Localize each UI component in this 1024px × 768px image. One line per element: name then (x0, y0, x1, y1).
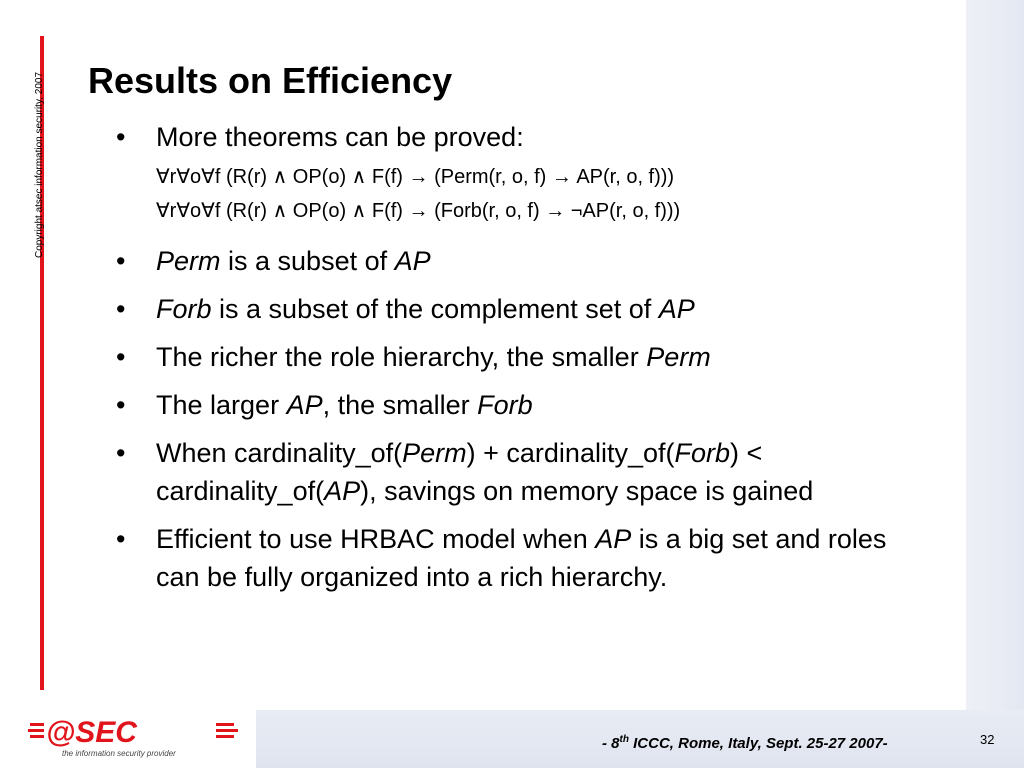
bullet-item: • More theorems can be proved: (116, 118, 936, 156)
logo-wordmark: @SEC (46, 716, 137, 749)
footer-conference: - 8th ICCC, Rome, Italy, Sept. 25-27 2007- (602, 734, 888, 752)
slide-content (116, 118, 936, 606)
bullet-marker: • (116, 342, 126, 372)
bullet-item: • Efficient to use HRBAC model when AP is a big set and roles can be fully organized into a rich hierarchy. (116, 520, 936, 596)
bullet-marker: • (116, 122, 126, 152)
bullet-marker: • (116, 390, 126, 420)
formula-line: ∀r∀o∀f (R(r) ∧ OP(o) ∧ F(f) → (Perm(r, o, f) → AP(r, o, f))) (156, 166, 675, 188)
slide-title: Results on Efficiency (88, 60, 453, 101)
bullet-item: • Forb is a subset of the complement set of AP (116, 290, 936, 328)
logo-tagline: the information security provider (62, 749, 176, 758)
right-panel-background (966, 0, 1024, 768)
bullet-item: • The richer the role hierarchy, the smaller Perm (116, 338, 936, 376)
bullet-marker: • (116, 438, 126, 468)
bullet-marker: • (116, 524, 126, 554)
bullet-item: • When cardinality_of(Perm) + cardinality_of(Forb) < cardinality_of(AP), savings on memory space is gained (116, 434, 936, 510)
atsec-logo (28, 712, 258, 760)
bullet-marker: • (116, 294, 126, 324)
bullet-item: • The larger AP, the smaller Forb (116, 386, 936, 424)
formula-block (116, 160, 936, 228)
formula-line: ∀r∀o∀f (R(r) ∧ OP(o) ∧ F(f) → (Forb(r, o, f) → ¬AP(r, o, f))) (156, 200, 681, 222)
bullet-item: • Perm is a subset of AP (116, 242, 936, 280)
bullet-marker: • (116, 246, 126, 276)
page-number: 32 (980, 732, 995, 747)
copyright-notice: Copyright atsec information security, 2007 (34, 71, 45, 258)
